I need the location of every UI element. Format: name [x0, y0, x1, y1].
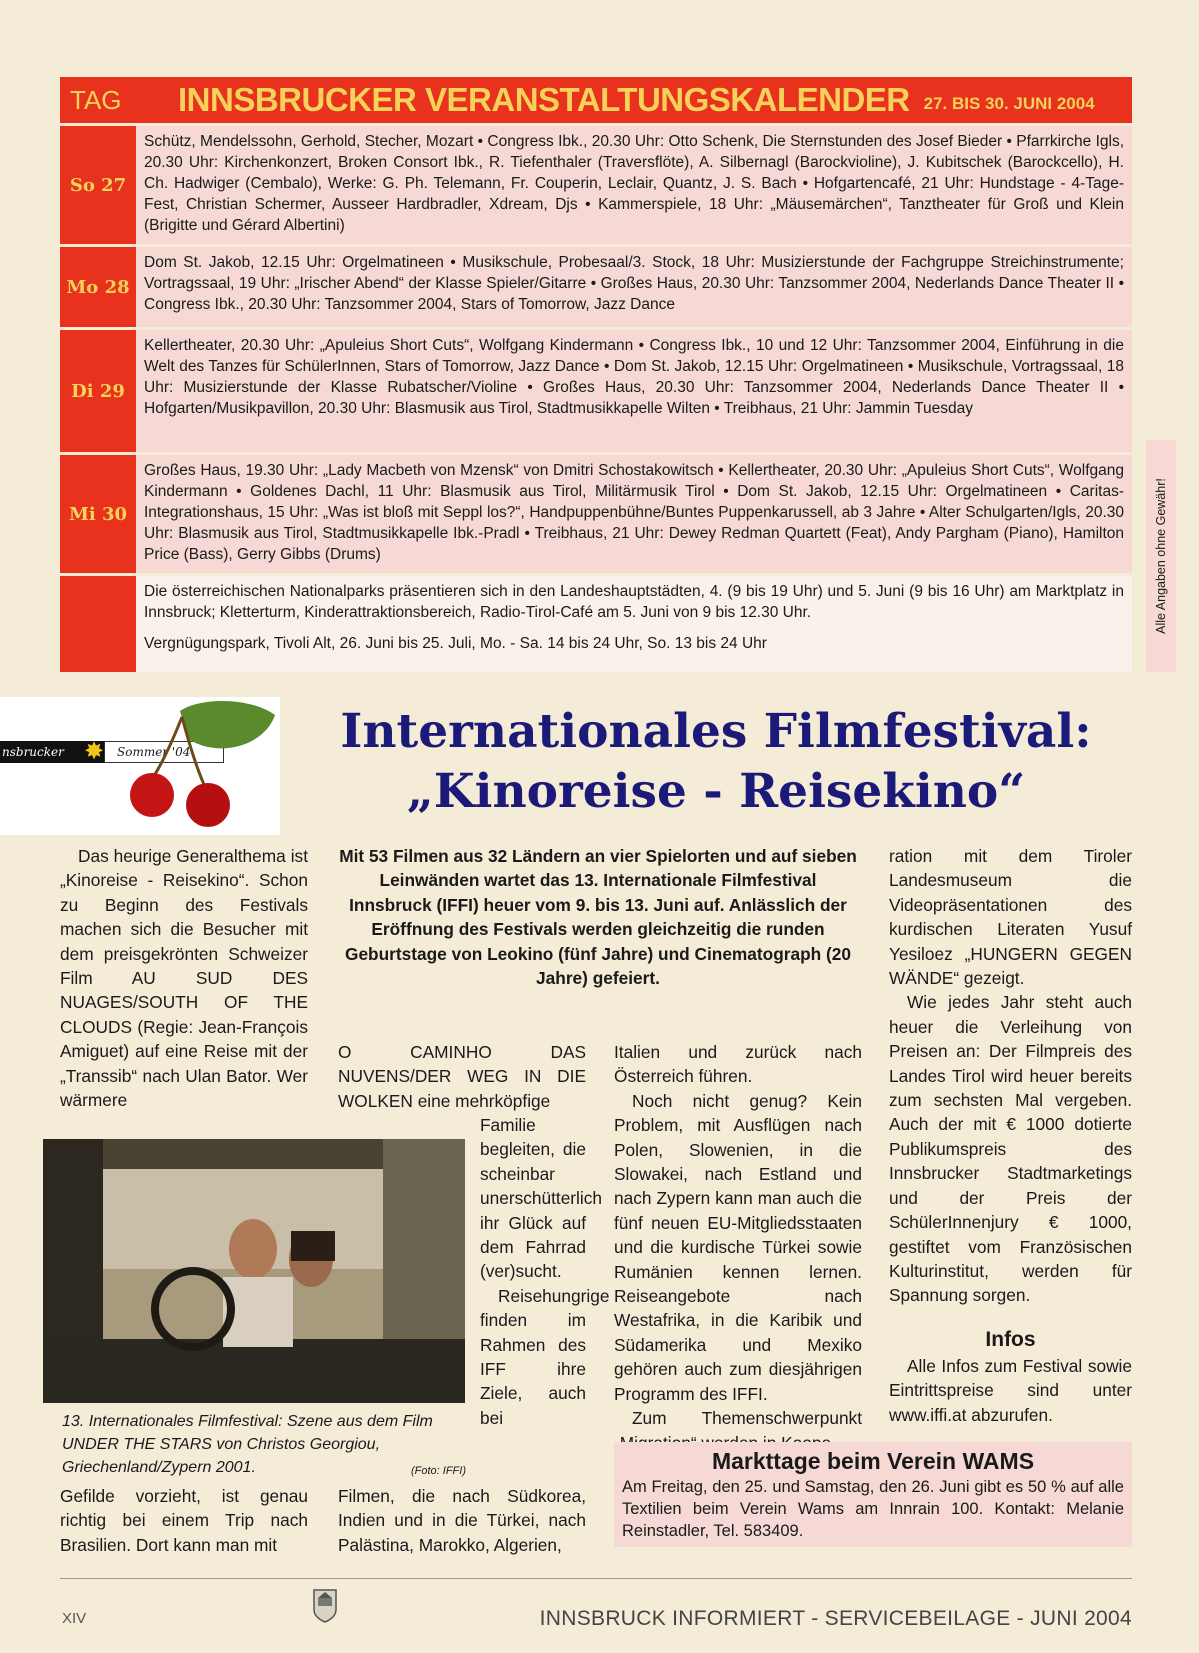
column-paragraph: Zum Themenschwerpunkt — [632, 1408, 862, 1429]
cherry-right — [186, 783, 230, 827]
logo-right-text: Sommer '04 — [104, 741, 224, 763]
narrow-paragraph: Familie begleiten, die scheinbar unerschütterlich ihr Glück auf dem Fahrrad (ver)sucht. — [480, 1115, 602, 1282]
calendar-row — [60, 244, 1132, 327]
calendar-events: Großes Haus, 19.30 Uhr: „Lady Macbeth von Mzensk“ von Dmitri Schostakowitsch • Kellertheater, 20.30 Uhr: „Apuleius Short Cuts“, Wolfgang Kindermann • Goldenes Dachl, 11 Uhr: Blasmusik aus Tirol, Militärmusik Tirol • Dom St. Jakob, 12.15 Uhr: Orgelmatineen • Caritas-Integrationshaus, 15 Uhr: „Was ist bloß mit Seppl los?“, Handpuppenbühne/Buntes Puppenkarussell, ab 3 Jahre • Alter Schulgarten/Igls, 20.30 Uhr: Blasmusik aus Tirol, Stadtmusikkapelle Ibk.-Pradl • Treibhaus, 21 Uhr: Dewey Redman Quartett (Feat), Andy Pargham (Piano), Hamilton Price (Bass), Gerry Gibbs (Drums) — [136, 455, 1132, 573]
column-paragraph: ration mit dem Tiroler Landesmuseum die Videopräsentationen des kurdischen Literaten Yusuf Yesiloez „HUNGERN GEGEN WÄNDE“ gezeigt. — [889, 846, 1132, 989]
calendar-day: Di 29 — [60, 330, 136, 452]
stem-left — [152, 717, 182, 779]
column-paragraph: Wie jedes Jahr steht auch heuer die Verleihung von Preisen an: Der Filmpreis des Landes Tirol wird heuer bereits zum sechsten Mal vergeben. Auch der mit € 1000 dotierte Publikumspreis des Innsbrucker Stadtmarketings und der Preis der SchülerInnenjury € 1000, gestiftet vom Französischen Kulturinstitut, werden für Spannung sorgen. — [889, 992, 1132, 1306]
column-paragraph: Noch nicht genug? Kein Problem, mit Ausflügen nach Polen, Slowenien, in die Slowakei, nach Estland und nach Zypern kann man auch die fünf neuen EU-Mitgliedsstaaten und die kurdische Türkei sowie Rumänien kennen lernen. Reiseangebote nach Westafrika, in die Karibik und Südamerika und Mexiko gehören auch zum diesjährigen Programm des IFFI. — [614, 1090, 862, 1404]
article-headline — [300, 702, 1132, 822]
calendar-row — [60, 123, 1132, 244]
infos-heading: Infos — [985, 1327, 1036, 1351]
article-column-1: Das heurige Generalthema ist „Kinoreise - Reisekino“. Schon zu Beginn des Festivals machen sich die Besucher mit dem preisgekrönten Schweizer Film AU SUD DES NUAGES/SOUTH OF THE CLOUDS (Regie: Jean-François Amiguet) auf eine Reise mit der „Transsib“ nach Ulan Bator. Wer wärmere — [60, 846, 308, 1111]
footer-rule — [60, 1578, 1132, 1579]
calendar-day-blank — [60, 576, 136, 672]
caption-text: 13. Internationales Filmfestival: Szene aus dem Film UNDER THE STARS von Christos Georgiou, Griechenland/Zypern 2001. — [62, 1413, 433, 1476]
article-column-3 — [614, 1040, 862, 1455]
calendar-header — [60, 77, 1132, 123]
narrow-paragraph: Reisehungrige finden im Rahmen des IFF ihre Ziele, auch bei — [480, 1285, 610, 1428]
article-column-2: O CAMINHO DAS NUVENS/DER WEG IN DIE WOLKEN eine mehrköpfige — [338, 1042, 586, 1111]
calendar-date-range: 27. BIS 30. JUNI 2004 — [923, 94, 1095, 113]
article-column-2-continued: Filmen, die nach Südkorea, Indien und in die Türkei, nach Palästina, Marokko, Algerien, — [338, 1486, 586, 1555]
calendar-notes-row — [60, 573, 1132, 672]
headline-line-1: Internationales Filmfestival: — [340, 704, 1092, 759]
logo-left-text: nsbrucker — [0, 741, 104, 763]
headline-line-2: „Kinoreise - Reisekino“ — [406, 764, 1026, 819]
wams-box — [614, 1442, 1132, 1547]
calendar-row — [60, 327, 1132, 452]
article-column-1-continued: Gefilde vorzieht, ist genau richtig bei einem Trip nach Brasilien. Dort kann man mit — [60, 1486, 308, 1555]
leaf-shape — [180, 701, 275, 748]
article-column-4 — [889, 844, 1132, 1427]
article-column-2-narrow — [480, 1113, 610, 1430]
article-lead: Mit 53 Filmen aus 32 Ländern an vier Spielorten und auf sieben Leinwänden wartet das 13. Internationale Filmfestival Innsbruck (IFFI) heuer vom 9. bis 13. Juni auf. Anlässlich der Eröffnung des Festivals werden gleichzeitig die runden Geburtstage von Leokino (fünf Jahre) und Cinematograph (20 Jahre) gefeiert. — [339, 846, 857, 989]
calendar-note: Vergnügungspark, Tivoli Alt, 26. Juni bis 25. Juli, Mo. - Sa. 14 bis 24 Uhr, So. 13 bis 24 Uhr — [144, 635, 767, 652]
calendar-tag-label: TAG — [70, 84, 122, 115]
innsbrucker-sommer-logo — [0, 697, 280, 835]
photo-credit: (Foto: IFFI) — [411, 1465, 466, 1477]
calendar-day: So 27 — [60, 126, 136, 244]
city-crest-icon — [312, 1588, 338, 1624]
wams-text: Am Freitag, den 25. und Samstag, den 26. Juni gibt es 50 % auf alle Textilien beim Verein Wams am Innrain 100. Kontakt: Melanie Reinstadler, Tel. 583409. — [622, 1478, 1124, 1540]
cherry-left — [130, 773, 174, 817]
calendar-events: Kellertheater, 20.30 Uhr: „Apuleius Short Cuts“, Wolfgang Kindermann • Congress Ibk., 10 und 12 Uhr: Tanzsommer 2004, Einführung in die Welt des Tanzes für SchülerInnen, Stars of Tomorrow, Jazz Dance • Dom St. Jakob, 12.15 Uhr: Orgelmatineen • Musikschule, Vortragssaal, 18 Uhr: Musizierstunde der Klasse Rubatscher/Violine • Großes Haus, 20.30 Uhr: Tanzsommer 2004, Nederlands Dance Theater II • Hofgarten/Musikpavillon, 20.30 Uhr: Blasmusik aus Tirol, Stadtmusikkapelle Wilten • Treibhaus, 21 Uhr: Jammin Tuesday — [136, 330, 1132, 452]
infos-text: Alle Infos zum Festival sowie Eintrittspreise sind unter www.iffi.at abzurufen. — [889, 1355, 1132, 1425]
film-still-photo — [43, 1139, 465, 1403]
footer-text: INNSBRUCK INFORMIERT - SERVICEBEILAGE - JUNI 2004 — [539, 1607, 1132, 1630]
calendar-row — [60, 452, 1132, 573]
calendar-note: Die österreichischen Nationalparks präsentieren sich in den Landeshauptstädten, 4. (9 bis 19 Uhr) und 5. Juni (9 bis 16 Uhr) am Marktplatz in Innsbruck; Kletterturm, Kinderattraktionsbereich, Radio-Tirol-Café am 5. Juni von 9 bis 12.30 Uhr. — [144, 583, 1124, 621]
calendar-notes — [136, 576, 1132, 672]
film-still-illustration — [43, 1139, 465, 1403]
sun-icon: ✸ — [84, 738, 105, 765]
event-calendar — [60, 77, 1132, 672]
calendar-day: Mi 30 — [60, 455, 136, 573]
cherries-icon — [120, 697, 280, 832]
calendar-events: Schütz, Mendelssohn, Gerhold, Stecher, Mozart • Congress Ibk., 20.30 Uhr: Otto Schenk, Die Sternstunden des Josef Bieder • Pfarrkirche Igls, 20.30 Uhr: Kirchenkonzert, Broken Consort Ibk., R. Tiefenthaler (Traversflöte), A. Silbernagl (Barockvioline), J. Kubitschek (Barockcello), H. Ch. Hadwiger (Cembalo), Werke: G. Ph. Telemann, Fr. Couperin, Leclair, Quantz, J. S. Bach • Hofgartencafé, 21 Uhr: Hundstage - 4-Tage-Fest, Christian Schermer, Ausseer Hardbradler, Xdream, Djs • Kammerspiele, 18 Uhr: „Mäusemärchen“, Tanztheater für Groß und Klein (Brigitte und Gérard Albertini) — [136, 126, 1132, 244]
calendar-day: Mo 28 — [60, 247, 136, 327]
disclaimer-text: Alle Angaben ohne Gewähr! — [1154, 478, 1168, 634]
photo-caption — [62, 1410, 466, 1483]
calendar-events: Dom St. Jakob, 12.15 Uhr: Orgelmatineen • Musikschule, Probesaal/3. Stock, 18 Uhr: Musizierstunde der Fachgruppe Streichinstrumente; Vortragssaal, 19 Uhr: „Irischer Abend“ der Klasse Spieler/Gitarre • Großes Haus, 20.30 Uhr: Tanzsommer 2004, Nederlands Dance Theater II • Congress Ibk., 20.30 Uhr: Tanzsommer 2004, Stars of Tomorrow, Jazz Dance — [136, 247, 1132, 327]
wams-heading: Markttage beim Verein WAMS — [711, 1448, 1035, 1474]
calendar-title: INNSBRUCKER VERANSTALTUNGSKALENDER — [178, 81, 910, 118]
column-paragraph: Italien und zurück nach Österreich führen. — [614, 1042, 862, 1087]
disclaimer-tab — [1146, 440, 1176, 672]
page-number: XIV — [62, 1610, 87, 1627]
